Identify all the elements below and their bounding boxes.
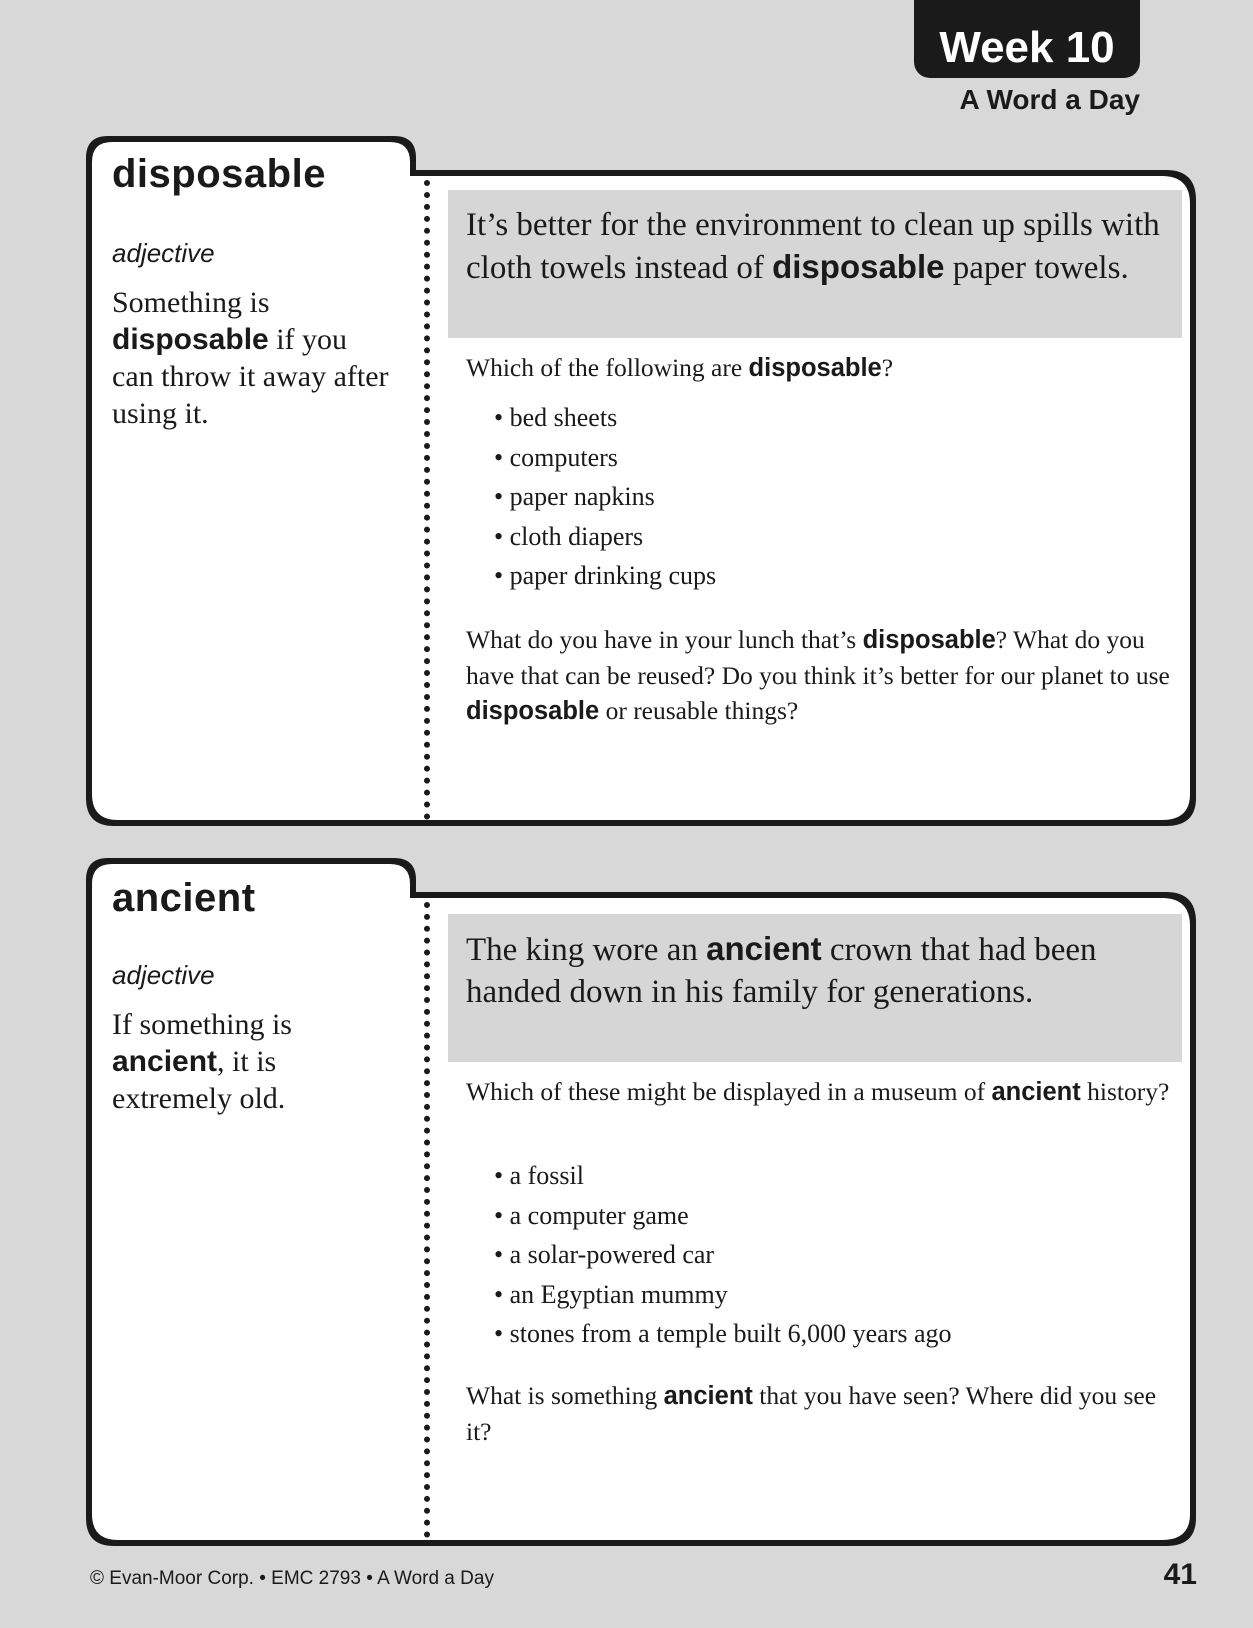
list-item: • paper napkins: [494, 477, 716, 517]
list-item: • bed sheets: [494, 398, 716, 438]
example-sentence: It’s better for the environment to clean up spills with cloth towels instead of disposable paper towels.: [448, 190, 1182, 338]
part-of-speech: adjective: [112, 238, 215, 268]
week-tab: [914, 0, 1140, 78]
copyright-credit: © Evan-Moor Corp. • EMC 2793 • A Word a Day: [90, 1568, 494, 1589]
options-list: [494, 1156, 952, 1354]
list-item: • computers: [494, 438, 716, 478]
vocabulary-word: disposable: [112, 152, 326, 196]
follow-up-question: What do you have in your lunch that’s disposable? What do you have that can be reused? Do you think it’s better for our planet to use disposable or reusable things?: [466, 625, 1170, 725]
definition: Something is disposable if you can throw it away after using it.: [112, 286, 389, 430]
dotted-divider: [424, 902, 430, 1538]
vocabulary-word: ancient: [112, 876, 256, 920]
list-item: • cloth diapers: [494, 517, 716, 557]
week-label: Week 10: [939, 23, 1115, 72]
definition: If something is ancient, it is extremely old.: [112, 1008, 292, 1115]
word-card-disposable: [84, 134, 1198, 828]
follow-up-question: What is something ancient that you have seen? Where did you see it?: [466, 1381, 1157, 1446]
list-item: • stones from a temple built 6,000 years ago: [494, 1314, 952, 1354]
list-item: • a fossil: [494, 1156, 952, 1196]
question: Which of these might be displayed in a museum of ancient history?: [466, 1077, 1170, 1106]
part-of-speech: adjective: [112, 960, 215, 990]
options-list: [494, 398, 716, 596]
list-item: • a computer game: [494, 1196, 952, 1236]
question: Which of the following are disposable?: [466, 353, 894, 382]
list-item: • paper drinking cups: [494, 556, 716, 596]
example-sentence: The king wore an ancient crown that had been handed down in his family for generations.: [448, 914, 1182, 1062]
dotted-divider: [424, 180, 430, 820]
page-number: 41: [1163, 1558, 1197, 1591]
word-card-ancient: [84, 856, 1198, 1548]
list-item: • an Egyptian mummy: [494, 1275, 952, 1315]
page-subtitle: A Word a Day: [959, 84, 1140, 115]
list-item: • a solar-powered car: [494, 1235, 952, 1275]
